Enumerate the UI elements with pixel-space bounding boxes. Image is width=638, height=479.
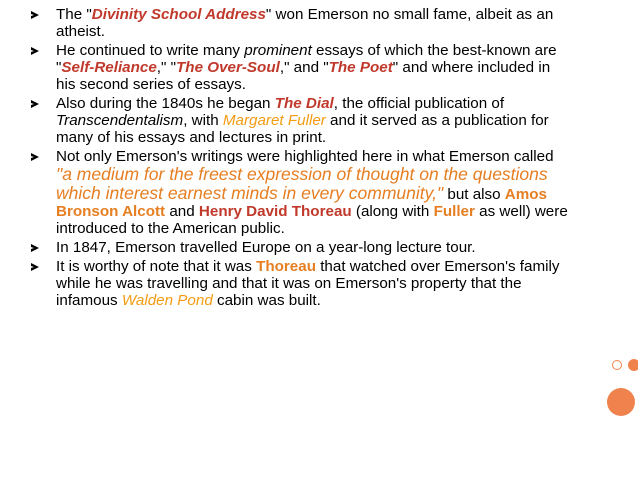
bullet-text-segment: The Over-Soul — [176, 59, 280, 76]
bullet-text-segment: Thoreau — [256, 258, 316, 275]
bullet-item — [31, 6, 571, 40]
bullet-text-segment: Divinity School Address — [91, 6, 266, 23]
bullet-text-segment: " and where included in his second series of essays. — [56, 59, 551, 93]
bullet-text-segment: essays of which the best-known are " — [56, 42, 557, 76]
bullet-item — [31, 148, 571, 237]
bullet-item — [31, 258, 571, 309]
bullet-item — [31, 95, 571, 146]
arrow-bullet-icon — [31, 47, 39, 55]
bullet-text-segment: , with — [183, 112, 223, 129]
bullet-text-segment: The Poet — [328, 59, 393, 76]
bullet-text-segment: " won Emerson no small fame, albeit as an atheist. — [56, 6, 554, 40]
arrow-bullet-icon — [31, 11, 39, 19]
bullet-list — [31, 6, 571, 311]
bullet-item — [31, 42, 571, 93]
bullet-text-segment: and — [165, 203, 199, 220]
bullet-text-segment: Fuller — [433, 203, 475, 220]
bullet-text-segment: Henry David Thoreau — [198, 203, 352, 220]
bullet-text-segment: but also — [443, 186, 505, 203]
bullet-text-segment: In 1847, Emerson travelled Europe on a year-long lecture tour. — [56, 239, 476, 256]
bullet-text-segment: Self-Reliance — [61, 59, 157, 76]
bullet-text-segment: cabin was built. — [212, 292, 321, 309]
decor-dot-icon — [628, 359, 638, 371]
bullet-text-segment: The Dial — [274, 95, 334, 112]
bullet-text-segment: Margaret Fuller — [222, 112, 326, 129]
bullet-text-segment: prominent — [244, 42, 312, 59]
arrow-bullet-icon — [31, 153, 39, 161]
bullet-text-segment: that watched over Emerson's family while he was travelling and that it was on Emerson's property that the infamous — [56, 258, 560, 309]
arrow-bullet-icon — [31, 244, 39, 252]
arrow-bullet-icon — [31, 263, 39, 271]
bullet-text-segment: Transcendentalism — [56, 112, 184, 129]
decor-circle-icon — [607, 388, 635, 416]
bullet-text-segment: Walden Pond — [121, 292, 213, 309]
bullet-text-segment: ," and " — [279, 59, 329, 76]
decor-ring-icon — [612, 360, 622, 370]
bullet-text-segment: ," " — [156, 59, 177, 76]
bullet-text-segment: Amos Bronson Alcott — [56, 186, 547, 220]
arrow-bullet-icon — [31, 100, 39, 108]
bullet-text-segment: as well) were introduced to the American public. — [56, 203, 568, 237]
bullet-text-segment: Not only Emerson's writings were highlighted here in what Emerson called — [56, 148, 554, 165]
bullet-text-segment: Also during the 1840s he began — [56, 95, 275, 112]
bullet-text-segment: , the official publication of — [333, 95, 505, 112]
bullet-text-segment: and it served as a publication for many of his essays and lectures in print. — [56, 112, 549, 146]
bullet-text-segment: It is worthy of note that it was — [56, 258, 257, 275]
bullet-item — [31, 239, 571, 256]
bullet-text-segment: The " — [56, 6, 92, 23]
bullet-text-segment: He continued to write many — [56, 42, 245, 59]
bullet-text-segment: (along with — [351, 203, 434, 220]
bullet-text-segment: "a medium for the freest expression of thought on the questions which interest earnest minds in every community," — [56, 164, 548, 203]
